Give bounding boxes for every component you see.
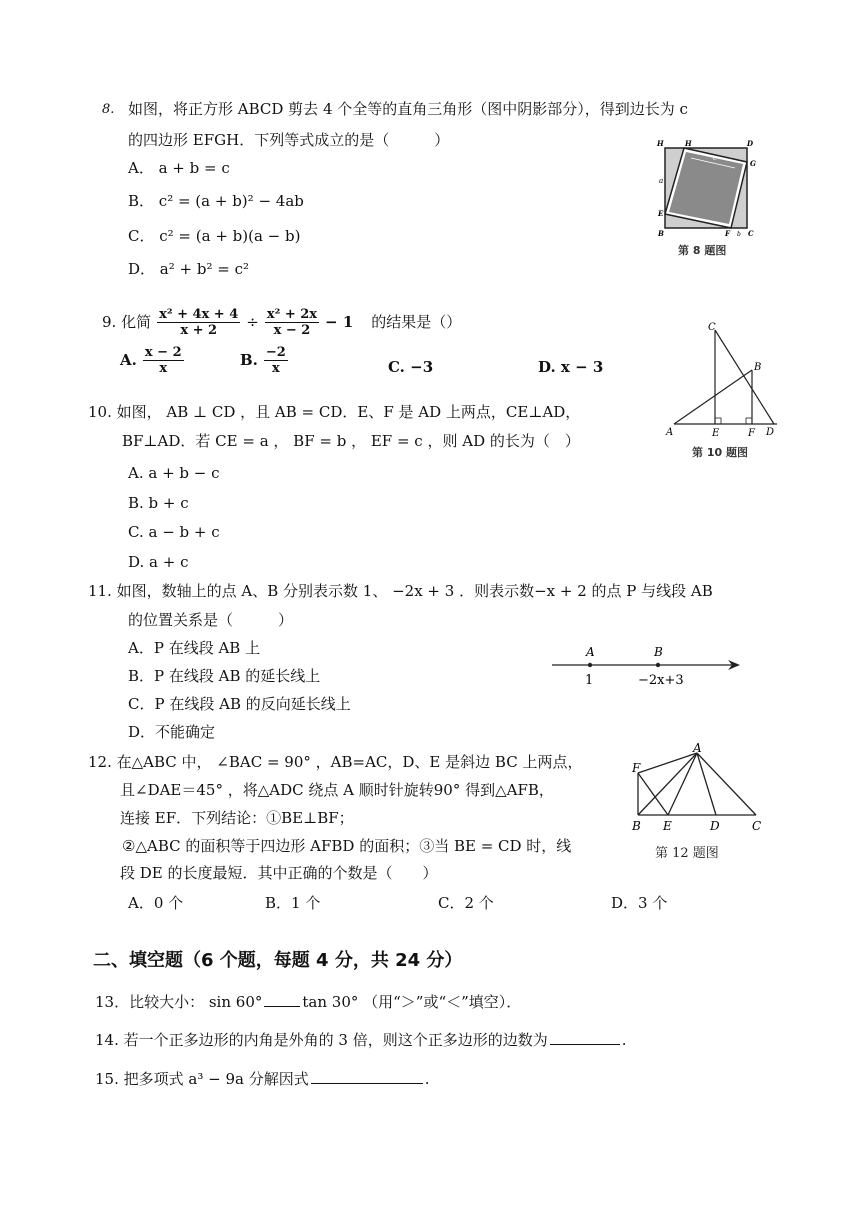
q9-option-b-den: x	[272, 361, 280, 376]
q9-prefix: 9. 化简	[102, 313, 152, 331]
q12-figure	[628, 740, 768, 835]
q8-label-a-top: H	[657, 139, 664, 148]
q12-caption: 第 12 题图	[655, 846, 719, 861]
q8-stem-line2: 的四边形 EFGH．下列等式成立的是（ ）	[128, 131, 450, 149]
q12-label-e: E	[663, 819, 672, 833]
q12-label-b: B	[632, 819, 641, 833]
q8-label-e: E	[658, 209, 664, 218]
q11-stem-line1: 11. 如图，数轴上的点 A、B 分别表示数 1、 −2x + 3 ．则表示数−x + 2 的点 P 与线段 AB	[88, 582, 713, 600]
q10-figure	[660, 320, 780, 440]
q10-stem-line2: BF⊥AD．若 CE = a ， BF = b ， EF = c ，则 AD 的长为（ ）	[122, 432, 580, 450]
q12-label-a: A	[693, 741, 702, 755]
q10-option-b[interactable]: B. b + c	[128, 494, 189, 512]
q8-option-c[interactable]: C． c² = (a + b)(a − b)	[128, 227, 301, 245]
q12-stem-line2: 且∠DAE＝45° ，将△ADC 绕点 A 顺时针旋转90° 得到△AFB，	[120, 781, 554, 799]
q8-label-c: C	[748, 229, 754, 238]
q13-answer-blank[interactable]	[264, 1005, 300, 1007]
q9-option-d[interactable]: D. x − 3	[538, 358, 604, 376]
q12-label-d: D	[710, 819, 720, 833]
q9-option-b-letter: B.	[240, 351, 258, 369]
q12-stem-line5: 段 DE 的长度最短．其中正确的个数是（ ）	[120, 864, 438, 882]
q8-label-g: G	[750, 159, 756, 168]
q11-point-b: B	[654, 645, 663, 659]
q9-option-a-den: x	[159, 361, 168, 376]
q11-option-d[interactable]: D．不能确定	[128, 723, 216, 741]
q9-fraction-1	[157, 308, 240, 337]
q9-fraction-2	[265, 308, 319, 337]
q8-option-a[interactable]: A． a + b = c	[128, 159, 230, 177]
q11-point-a: A	[586, 645, 595, 659]
q10-label-c: C	[708, 322, 716, 333]
q11-number-line	[548, 642, 748, 692]
q13-prefix: 13．比较大小： sin 60°	[95, 993, 263, 1011]
q14	[95, 1033, 627, 1048]
q9-stem	[102, 308, 461, 337]
q14-answer-blank[interactable]	[550, 1043, 620, 1045]
q11-value-b: −2x+3	[638, 673, 684, 688]
q8-label-b-side: b	[737, 231, 741, 238]
q9-option-a-num: x − 2	[144, 345, 182, 360]
q8-option-d[interactable]: D． a² + b² = c²	[128, 260, 249, 278]
q15-answer-blank[interactable]	[311, 1082, 423, 1084]
q10-option-a[interactable]: A. a + b − c	[128, 464, 220, 482]
q12-stem-line4: ②△ABC 的面积等于四边形 AFBD 的面积；③当 BE = CD 时，线	[122, 837, 572, 855]
q15-prefix: 15. 把多项式 a³ − 9a 分解因式	[95, 1070, 309, 1088]
q11-option-b[interactable]: B．P 在线段 AB 的延长线上	[128, 667, 321, 685]
q9-option-b-fraction	[264, 346, 288, 375]
q8-caption: 第 8 题图	[678, 244, 727, 257]
q10-label-e: E	[712, 428, 720, 439]
q10-label-a: A	[666, 427, 674, 438]
q10-option-d[interactable]: D. a + c	[128, 553, 189, 571]
q9-option-a-fraction	[143, 346, 184, 375]
q8-label-f: F	[725, 229, 730, 238]
q14-suffix: .	[621, 1031, 627, 1049]
q9-minus-one: − 1	[325, 313, 354, 331]
q12-option-b[interactable]: B．1 个	[265, 894, 321, 912]
q9-option-a[interactable]	[120, 346, 184, 375]
q9-f2-numerator: x² + 2x	[266, 307, 318, 322]
q10-option-c[interactable]: C. a − b + c	[128, 523, 220, 541]
q8-figure	[655, 138, 760, 238]
q13	[95, 995, 521, 1010]
q11-option-a[interactable]: A．P 在线段 AB 上	[128, 639, 261, 657]
q8-number: 8.	[102, 102, 115, 117]
q8-label-c-side: c	[713, 154, 717, 162]
q8-label-a-side: a	[659, 177, 664, 185]
q9-f1-numerator: x² + 4x + 4	[159, 307, 239, 322]
q11-option-c[interactable]: C．P 在线段 AB 的反向延长线上	[128, 695, 351, 713]
q12-option-c[interactable]: C．2 个	[438, 894, 494, 912]
q9-divide: ÷	[246, 313, 259, 331]
q12-label-c: C	[752, 819, 762, 833]
q12-stem-line1: 12. 在△ABC 中， ∠BAC = 90° ，AB=AC，D、E 是斜边 BC 上两点，	[88, 753, 583, 771]
q11-stem-line2: 的位置关系是（ ）	[128, 611, 294, 629]
section2-title: 二、填空题（6 个题，每题 4 分，共 24 分）	[93, 950, 463, 971]
q8-label-h: H	[685, 139, 692, 148]
q9-suffix: 的结果是（）	[371, 313, 462, 331]
q11-value-a: 1	[585, 673, 594, 688]
q10-label-b: B	[754, 362, 762, 373]
q8-option-b[interactable]: B． c² = (a + b)² − 4ab	[128, 192, 304, 210]
q9-f2-denominator: x − 2	[273, 323, 311, 338]
q10-label-f: F	[748, 428, 755, 439]
q9-f1-denominator: x + 2	[180, 323, 218, 338]
q12-stem-line3: 连接 EF．下列结论：①BE⊥BF；	[120, 809, 354, 827]
q9-option-b-num: −2	[265, 345, 286, 360]
q8-label-b: B	[658, 229, 664, 238]
q12-label-f: F	[632, 761, 641, 775]
q10-caption: 第 10 题图	[692, 446, 748, 459]
q15	[95, 1072, 430, 1087]
q15-suffix: .	[424, 1070, 430, 1088]
q9-option-a-letter: A.	[120, 351, 137, 369]
q8-stem-line1: 如图，将正方形 ABCD 剪去 4 个全等的直角三角形（图中阴影部分），得到边长为 c	[128, 100, 688, 118]
q9-option-c[interactable]: C. −3	[388, 358, 434, 376]
q13-suffix: tan 30° （用“＞”或“＜”填空）．	[302, 993, 522, 1011]
q12-option-a[interactable]: A．0 个	[128, 894, 184, 912]
q14-prefix: 14. 若一个正多边形的内角是外角的 3 倍，则这个正多边形的边数为	[95, 1031, 548, 1049]
q12-option-d[interactable]: D．3 个	[611, 894, 668, 912]
q10-label-d: D	[766, 427, 775, 438]
q10-stem-line1: 10. 如图， AB ⊥ CD ，且 AB = CD．E、F 是 AD 上两点，CE⊥AD，	[88, 403, 581, 421]
q9-option-b[interactable]	[240, 346, 288, 375]
q8-label-d: D	[747, 139, 754, 148]
